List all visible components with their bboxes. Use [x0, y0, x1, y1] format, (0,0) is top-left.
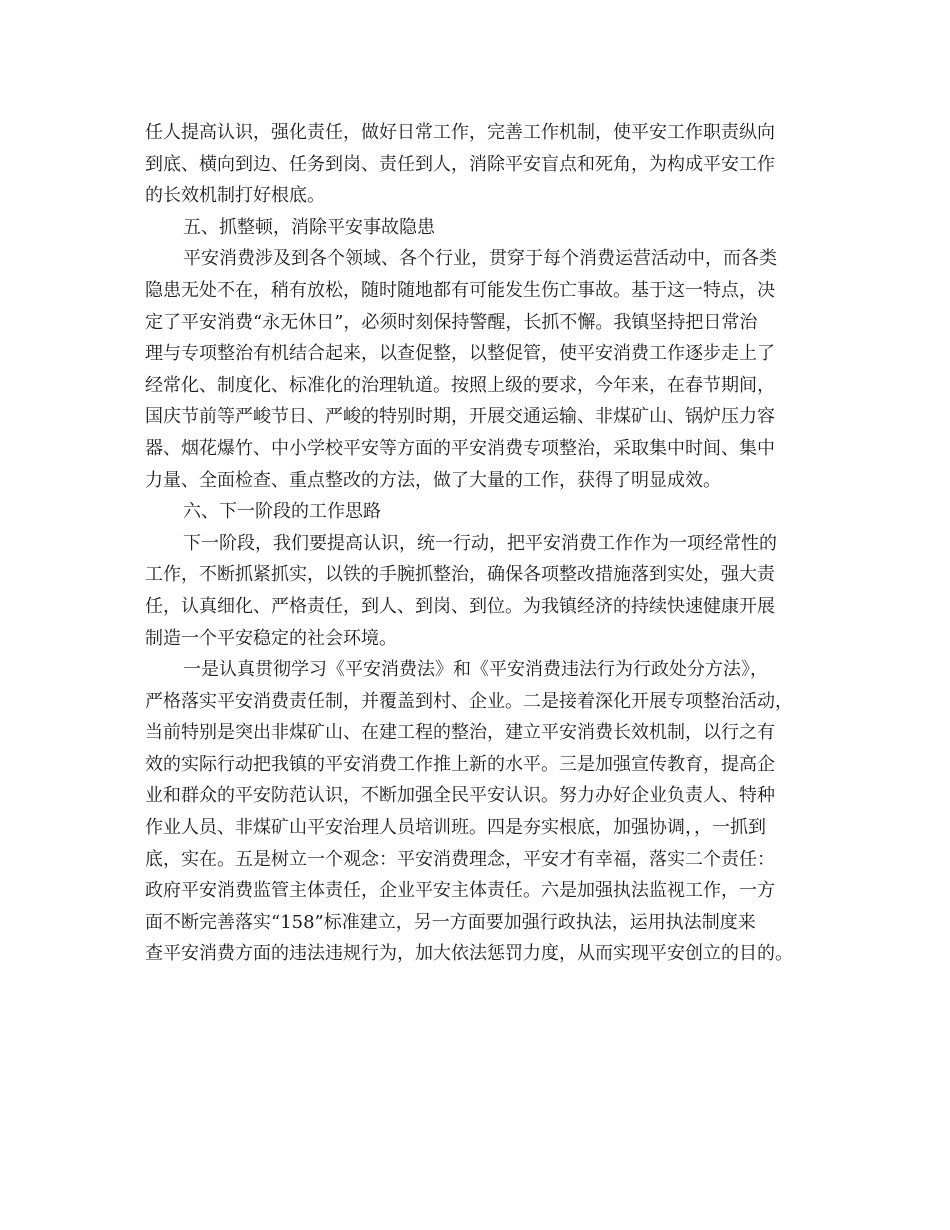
text-line: 工作，不断抓紧抓实，以铁的手腕抓整治，确保各项整改措施落到实处，强大责 — [145, 564, 775, 586]
text-line: 效的实际行动把我镇的平安消费工作推上新的水平。三是加强宣传教育，提高企 — [145, 753, 775, 775]
text-line: 平安消费涉及到各个领域、各个行业，贯穿于每个消费运营活动中，而各类 — [183, 248, 777, 270]
text-line: 六、下一阶段的工作思路 — [183, 501, 381, 523]
text-line: 政府平安消费监管主体责任，企业平安主体责任。六是加强执法监视工作，一方 — [145, 880, 775, 902]
document-body — [145, 117, 820, 970]
text-line: 经常化、制度化、标准化的治理轨道。按照上级的要求，今年来，在春节期间， — [145, 374, 775, 396]
text-line: 业和群众的平安防范认识，不断加强全民平安认识。努力办好企业负责人、特种 — [145, 785, 775, 807]
text-line: 查平安消费方面的违法违规行为，加大依法惩罚力度，从而实现平安创立的目的。 — [145, 943, 793, 965]
text-line: 五、抓整顿，消除平安事故隐患 — [183, 216, 435, 238]
text-line: 严格落实平安消费责任制，并覆盖到村、企业。二是接着深化开展专项整治活动， — [145, 690, 793, 712]
text-line: 下一阶段，我们要提高认识，统一行动，把平安消费工作作为一项经常性的 — [183, 532, 777, 554]
text-line: 国庆节前等严峻节日、严峻的特别时期，开展交通运输、非煤矿山、锅炉压力容 — [145, 406, 775, 428]
text-line: 任，认真细化、严格责任，到人、到岗、到位。为我镇经济的持续快速健康开展 — [145, 595, 775, 617]
text-line: 的长效机制打好根底。 — [145, 185, 325, 207]
text-line: 任人提高认识，强化责任，做好日常工作，完善工作机制，使平安工作职责纵向 — [145, 122, 775, 143]
text-line: 底，实在。五是树立一个观念：平安消费理念，平安才有幸福，落实二个责任： — [145, 848, 775, 870]
text-line: 到底、横向到边、任务到岗、责任到人，消除平安盲点和死角，为构成平安工作 — [145, 153, 775, 175]
text-line: 力量、全面检查、重点整改的方法，做了大量的工作，获得了明显成效。 — [145, 469, 721, 491]
text-line: 制造一个平安稳定的社会环境。 — [145, 627, 397, 649]
text-line: 当前特别是突出非煤矿山、在建工程的整治，建立平安消费长效机制，以行之有 — [145, 722, 775, 744]
text-line: 定了平安消费“永无休日”，必须时刻保持警醒，长抓不懈。我镇坚持把日常治 — [145, 311, 758, 333]
text-line: 作业人员、非煤矿山平安治理人员培训班。四是夯实根底，加强协调，，一抓到 — [145, 817, 766, 839]
text-line: 理与专项整治有机结合起来，以查促整，以整促管，使平安消费工作逐步走上了 — [145, 343, 775, 365]
text-line: 器、烟花爆竹、中小学校平安等方面的平安消费专项整治，采取集中时间、集中 — [145, 437, 775, 459]
text-line: 隐患无处不在，稍有放松，随时随地都有可能发生伤亡事故。基于这一特点，决 — [145, 279, 775, 301]
text-line: 面不断完善落实“158”标准建立，另一方面要加强行政执法，运用执法制度来 — [145, 911, 756, 933]
text-line: 一是认真贯彻学习《平安消费法》和《平安消费违法行为行政处分方法》， — [183, 659, 768, 681]
